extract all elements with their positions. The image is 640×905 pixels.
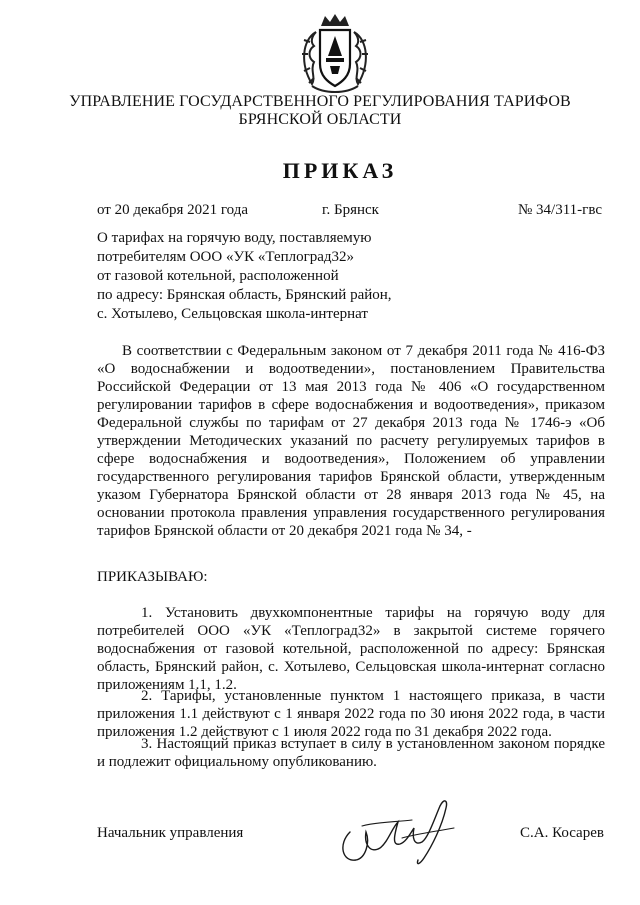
signatory-role: Начальник управления: [97, 825, 244, 841]
signatory-name: С.А. Косарев: [520, 825, 604, 841]
handwritten-signature: [336, 792, 466, 868]
coat-of-arms-emblem: [296, 12, 374, 96]
subject-line: О тарифах на горячую воду, поставляемую: [97, 230, 372, 246]
order-directive: ПРИКАЗЫВАЮ:: [97, 569, 208, 585]
subject-line: потребителям ООО «УК «Теплоград32»: [97, 249, 355, 265]
order-item-2: 2. Тарифы, установленные пунктом 1 настоящего приказа, в части приложения 1.1 действуют с 1 января 2022 года по 30 июня 2022 года, в части приложения 1.2 действуют с 1 июля 2022 года по 31 декабря 2022 года.: [97, 688, 605, 740]
order-item-1: 1. Установить двухкомпонентные тарифы на горячую воду для потребителей ООО «УК «Теплоград32» в закрытой системе горячего водоснабжения от газовой котельной, расположенной по адресу: Брянская область, Брянский район, с. Хотылево, Сельцовская школа-интернат согласно приложениям 1.1, 1.2.: [97, 605, 605, 693]
subject-line: с. Хотылево, Сельцовская школа-интернат: [97, 306, 368, 322]
order-date: от 20 декабря 2021 года: [97, 202, 249, 218]
order-item-3: 3. Настоящий приказ вступает в силу в установленном законом порядке и подлежит официальному опубликованию.: [97, 736, 605, 770]
order-city: г. Брянск: [322, 202, 379, 218]
subject-line: по адресу: Брянская область, Брянский район,: [97, 287, 392, 303]
document-title: ПРИКАЗ: [282, 158, 398, 183]
organization-name-line1: УПРАВЛЕНИЕ ГОСУДАРСТВЕННОГО РЕГУЛИРОВАНИЯ ТАРИФОВ: [69, 93, 571, 110]
organization-name-line2: БРЯНСКОЙ ОБЛАСТИ: [238, 111, 402, 128]
preamble-paragraph: В соответствии с Федеральным законом от 7 декабря 2011 года № 416-ФЗ «О водоснабжении и водоотведении», постановлением Правительства Российской Федерации от 13 мая 2013 года № 406 «О государственном регулировании тарифов в сфере водоснабжения и водоотведения», приказом Федеральной службы по тарифам от 27 декабря 2013 года № 1746-э «Об утверждении Методических указаний по расчету регулируемых тарифов в сфере водоснабжения и водоотведения», Положением об управлении государственного регулирования тарифов Брянской области, утвержденным указом Губернатора Брянской области от 28 января 2013 года № 45, на основании протокола правления управления государственного регулирования тарифов Брянской области от 20 декабря 2021 года № 34, -: [97, 343, 605, 539]
order-subject: [97, 229, 417, 324]
order-number: № 34/311-гвс: [518, 202, 602, 218]
subject-line: от газовой котельной, расположенной: [97, 268, 339, 284]
